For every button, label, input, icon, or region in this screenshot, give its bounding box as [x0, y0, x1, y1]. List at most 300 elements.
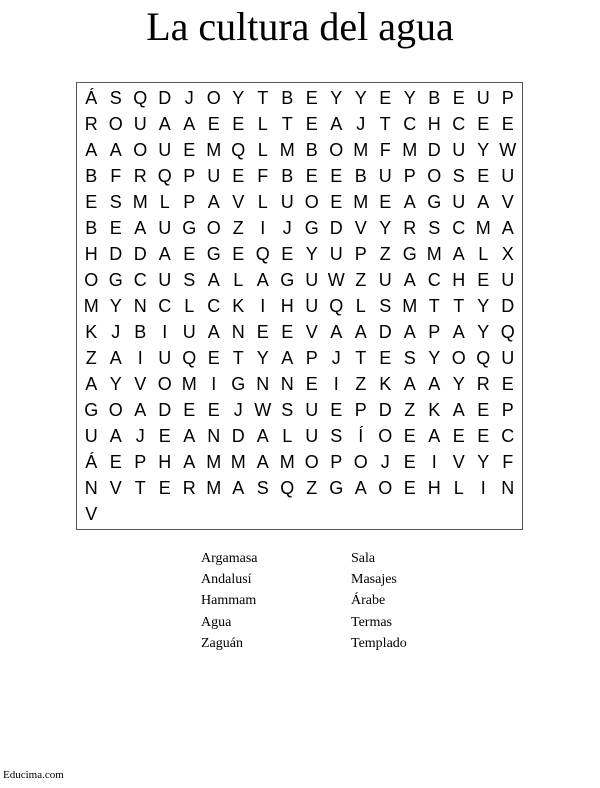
grid-letter: N: [84, 478, 98, 498]
grid-letter: N: [501, 478, 515, 498]
grid-letter: E: [403, 426, 416, 446]
grid-letter: E: [477, 426, 490, 446]
grid-letter: E: [330, 192, 343, 212]
grid-letter: S: [428, 218, 441, 238]
grid-letter: M: [206, 452, 222, 472]
grid-letter: I: [137, 348, 143, 368]
grid-letter: N: [207, 426, 221, 446]
grid-letter: P: [305, 348, 318, 368]
grid-letter: Y: [403, 88, 416, 108]
grid-letter: Á: [85, 88, 98, 108]
grid-letter: Q: [329, 296, 344, 316]
grid-letter: A: [330, 322, 343, 342]
grid-letter: I: [480, 478, 486, 498]
grid-letter: U: [280, 192, 294, 212]
grid-letter: E: [183, 244, 196, 264]
grid-letter: E: [281, 244, 294, 264]
grid-letter: D: [109, 244, 123, 264]
grid-letter: O: [206, 218, 221, 238]
word-search-grid: [76, 82, 523, 530]
grid-letter: Q: [231, 140, 246, 160]
grid-letter: F: [379, 140, 391, 160]
grid-letter: H: [158, 452, 172, 472]
grid-letter: U: [158, 140, 172, 160]
grid-letter: Y: [256, 348, 269, 368]
grid-letter: G: [231, 374, 246, 394]
grid-letter: M: [402, 296, 418, 316]
grid-letter: Á: [85, 452, 98, 472]
grid-letter: E: [207, 114, 220, 134]
grid-letter: L: [282, 426, 293, 446]
grid-letter: P: [501, 400, 514, 420]
grid-letter: M: [132, 192, 148, 212]
grid-letter: L: [233, 270, 244, 290]
grid-letter: C: [501, 426, 515, 446]
word-list-item: Argamasa: [201, 551, 258, 566]
grid-letter: M: [279, 140, 295, 160]
grid-letter: Y: [379, 218, 392, 238]
grid-letter: O: [108, 400, 123, 420]
word-list-item: Masajes: [351, 572, 397, 588]
grid-letter: R: [133, 166, 147, 186]
grid-letter: Q: [182, 348, 197, 368]
grid-letter: J: [184, 88, 194, 108]
grid-letter: V: [354, 218, 367, 238]
grid-letter: E: [379, 88, 392, 108]
grid-letter: E: [501, 114, 514, 134]
grid-letter: W: [327, 270, 345, 290]
grid-letter: G: [427, 192, 442, 212]
grid-letter: A: [134, 218, 147, 238]
grid-letter: T: [281, 114, 293, 134]
grid-letter: J: [380, 452, 390, 472]
grid-letter: W: [254, 400, 272, 420]
grid-letter: E: [183, 140, 196, 160]
grid-letter: U: [501, 348, 515, 368]
grid-letter: Y: [477, 296, 490, 316]
grid-letter: E: [477, 270, 490, 290]
grid-letter: C: [427, 270, 441, 290]
grid-letter: H: [452, 270, 466, 290]
grid-letter: O: [133, 140, 148, 160]
grid-letter: T: [257, 88, 269, 108]
grid-letter: P: [183, 166, 196, 186]
grid-letter: E: [232, 114, 245, 134]
grid-letter: C: [452, 114, 466, 134]
grid-letter: J: [233, 400, 243, 420]
grid-letter: E: [109, 452, 122, 472]
grid-letter: B: [85, 166, 98, 186]
word-list-item: Templado: [351, 635, 407, 651]
grid-letter: R: [182, 478, 196, 498]
word-list-right: [351, 548, 407, 654]
grid-letter: R: [84, 114, 98, 134]
grid-letter: G: [329, 478, 344, 498]
grid-letter: J: [331, 348, 341, 368]
grid-letter: I: [260, 296, 266, 316]
grid-letter: B: [354, 166, 367, 186]
grid-letter: N: [231, 322, 245, 342]
grid-letter: L: [184, 296, 195, 316]
grid-letter: T: [355, 348, 367, 368]
grid-letter: E: [477, 166, 490, 186]
grid-letter: S: [452, 166, 465, 186]
grid-letter: E: [379, 192, 392, 212]
grid-letter: E: [305, 166, 318, 186]
grid-letter: B: [305, 140, 318, 160]
grid-letter: A: [183, 452, 196, 472]
word-list-item: Termas: [351, 614, 393, 630]
grid-letter: C: [207, 296, 221, 316]
grid-letter: A: [403, 270, 416, 290]
grid-letter: L: [257, 192, 268, 212]
grid-letter: Í: [358, 426, 364, 446]
grid-letter: Y: [109, 296, 122, 316]
grid-letter: K: [379, 374, 392, 394]
grid-letter: E: [158, 426, 171, 446]
grid-letter: U: [305, 270, 319, 290]
grid-letter: V: [305, 322, 318, 342]
page-title: La cultura del agua: [146, 4, 454, 49]
grid-letter: G: [182, 218, 197, 238]
grid-letter: D: [329, 218, 343, 238]
grid-letter: P: [403, 166, 416, 186]
footer-credit: Educima.com: [3, 769, 64, 781]
grid-letter: J: [111, 322, 121, 342]
grid-letter: A: [403, 192, 416, 212]
grid-letter: Z: [355, 374, 367, 394]
grid-letter: T: [232, 348, 244, 368]
grid-letter: B: [85, 218, 98, 238]
grid-letter: A: [403, 322, 416, 342]
grid-letter: N: [280, 374, 294, 394]
grid-letter: X: [501, 244, 514, 264]
grid-letter: Z: [379, 244, 391, 264]
grid-letter: A: [354, 478, 367, 498]
grid-letter: G: [402, 244, 417, 264]
grid-letter: U: [182, 322, 196, 342]
grid-letter: U: [305, 296, 319, 316]
grid-letter: B: [134, 322, 147, 342]
grid-letter: H: [427, 478, 441, 498]
grid-letter: Z: [85, 348, 97, 368]
grid-letter: O: [353, 452, 368, 472]
grid-letter: T: [379, 114, 391, 134]
grid-letter: I: [431, 452, 437, 472]
grid-letter: E: [207, 348, 220, 368]
grid-letter: Q: [133, 88, 148, 108]
grid-letter: W: [499, 140, 517, 160]
grid-letter: Y: [452, 374, 465, 394]
grid-letter: Y: [354, 88, 367, 108]
grid-letter: J: [356, 114, 366, 134]
grid-letter: A: [281, 348, 294, 368]
grid-letter: K: [85, 322, 98, 342]
grid-letter: E: [85, 192, 98, 212]
grid-letter: Y: [477, 322, 490, 342]
grid-letter: A: [85, 140, 98, 160]
grid-letter: R: [476, 374, 490, 394]
grid-letter: C: [452, 218, 466, 238]
grid-letter: M: [230, 452, 246, 472]
grid-letter: U: [84, 426, 98, 446]
grid-letter: U: [158, 348, 172, 368]
grid-letter: U: [378, 270, 392, 290]
grid-letter: A: [207, 270, 220, 290]
grid-letter: M: [181, 374, 197, 394]
word-list-item: Sala: [351, 551, 376, 566]
word-list-item: Agua: [201, 614, 232, 630]
grid-letter: F: [110, 166, 122, 186]
word-list-item: Andalusí: [201, 572, 252, 588]
grid-letter: M: [402, 140, 418, 160]
grid-letter: E: [379, 348, 392, 368]
grid-letter: O: [206, 88, 221, 108]
grid-letter: A: [207, 192, 220, 212]
grid-letter: A: [183, 426, 196, 446]
grid-letter: O: [378, 478, 393, 498]
grid-letter: R: [403, 218, 417, 238]
grid-letter: U: [329, 244, 343, 264]
grid-letter: H: [84, 244, 98, 264]
grid-letter: Z: [404, 400, 416, 420]
grid-letter: S: [109, 192, 122, 212]
grid-letter: E: [232, 244, 245, 264]
grid-letter: E: [305, 114, 318, 134]
grid-letter: L: [159, 192, 170, 212]
grid-letter: P: [354, 244, 367, 264]
grid-letter: S: [109, 88, 122, 108]
grid-letter: E: [183, 400, 196, 420]
grid-letter: E: [477, 400, 490, 420]
grid-letter: T: [428, 296, 440, 316]
grid-letter: A: [428, 426, 441, 446]
grid-letter: S: [281, 400, 294, 420]
grid-letter: J: [282, 218, 292, 238]
grid-letter: U: [207, 166, 221, 186]
grid-letter: E: [109, 218, 122, 238]
grid-letter: M: [206, 478, 222, 498]
grid-letter: J: [135, 426, 145, 446]
grid-letter: U: [158, 270, 172, 290]
grid-letter: D: [158, 400, 172, 420]
grid-letter: U: [133, 114, 147, 134]
grid-letter: E: [452, 88, 465, 108]
grid-letter: O: [329, 140, 344, 160]
word-list-left: [201, 548, 258, 654]
grid-letter: P: [330, 452, 343, 472]
word-list-item: Hammam: [201, 593, 257, 609]
grid-letter: G: [304, 218, 319, 238]
grid-letter: M: [475, 218, 491, 238]
grid-letter: T: [453, 296, 465, 316]
grid-letter: Y: [477, 140, 490, 160]
grid-letter: D: [378, 400, 392, 420]
grid-letter: I: [260, 218, 266, 238]
grid-letter: Q: [157, 166, 172, 186]
grid-letter: C: [133, 270, 147, 290]
grid-letter: Z: [232, 218, 244, 238]
grid-letter: C: [403, 114, 417, 134]
grid-letter: T: [134, 478, 146, 498]
grid-letter: E: [158, 478, 171, 498]
grid-letter: S: [403, 348, 416, 368]
grid-letter: A: [256, 452, 269, 472]
grid-letter: L: [257, 140, 268, 160]
grid-letter: B: [281, 88, 294, 108]
grid-letter: P: [501, 88, 514, 108]
grid-letter: A: [452, 400, 465, 420]
grid-letter: M: [353, 192, 369, 212]
grid-letter: E: [305, 88, 318, 108]
grid-letter: P: [428, 322, 441, 342]
grid-letter: F: [502, 452, 514, 472]
grid-letter: U: [158, 218, 172, 238]
word-list-item: Zaguán: [201, 635, 243, 651]
grid-letter: G: [108, 270, 123, 290]
grid-letter: F: [257, 166, 269, 186]
grid-letter: D: [158, 88, 172, 108]
grid-letter: Q: [500, 322, 515, 342]
grid-letter: E: [403, 452, 416, 472]
grid-letter: Y: [232, 88, 245, 108]
grid-letter: A: [232, 478, 245, 498]
grid-letter: M: [426, 244, 442, 264]
grid-letter: M: [279, 452, 295, 472]
grid-letter: V: [232, 192, 245, 212]
grid-letter: V: [452, 452, 465, 472]
grid-letter: G: [84, 400, 99, 420]
grid-letter: M: [353, 140, 369, 160]
grid-letter: O: [84, 270, 99, 290]
grid-letter: E: [330, 166, 343, 186]
grid-letter: A: [403, 374, 416, 394]
grid-letter: E: [281, 322, 294, 342]
grid-letter: K: [232, 296, 245, 316]
grid-letter: E: [232, 166, 245, 186]
grid-letter: A: [85, 374, 98, 394]
grid-letter: Q: [476, 348, 491, 368]
grid-letter: S: [379, 296, 392, 316]
grid-letter: A: [158, 114, 171, 134]
grid-letter: A: [183, 114, 196, 134]
grid-letter: E: [477, 114, 490, 134]
grid-letter: V: [109, 478, 122, 498]
grid-letter: U: [305, 426, 319, 446]
grid-letter: S: [330, 426, 343, 446]
grid-letter: G: [280, 270, 295, 290]
grid-letter: I: [162, 322, 168, 342]
grid-letter: V: [134, 374, 147, 394]
grid-letter: U: [476, 88, 490, 108]
grid-letter: L: [257, 114, 268, 134]
grid-letter: O: [451, 348, 466, 368]
grid-letter: N: [256, 374, 270, 394]
grid-letter: G: [206, 244, 221, 264]
grid-letter: E: [305, 374, 318, 394]
grid-letter: M: [206, 140, 222, 160]
grid-letter: U: [501, 270, 515, 290]
grid-letter: O: [378, 426, 393, 446]
grid-letter: U: [452, 192, 466, 212]
grid-letter: Y: [305, 244, 318, 264]
grid-letter: Q: [255, 244, 270, 264]
grid-letter: A: [501, 218, 514, 238]
grid-letter: H: [427, 114, 441, 134]
grid-letter: A: [330, 114, 343, 134]
grid-letter: C: [158, 296, 172, 316]
grid-letter: L: [453, 478, 464, 498]
grid-letter: S: [183, 270, 196, 290]
grid-letter: D: [427, 140, 441, 160]
grid-letter: A: [354, 322, 367, 342]
grid-letter: Y: [330, 88, 343, 108]
grid-letter: Z: [355, 270, 367, 290]
grid-letter: E: [501, 374, 514, 394]
grid-letter: P: [354, 400, 367, 420]
grid-letter: Q: [280, 478, 295, 498]
grid-letter: E: [207, 400, 220, 420]
grid-letter: I: [333, 374, 339, 394]
grid-letter: A: [256, 426, 269, 446]
grid-letter: D: [501, 296, 515, 316]
grid-letter: S: [256, 478, 269, 498]
grid-letter: H: [280, 296, 294, 316]
grid-letter: B: [281, 166, 294, 186]
grid-letter: A: [134, 400, 147, 420]
grid-letter: A: [428, 374, 441, 394]
grid-letter: D: [231, 426, 245, 446]
grid-letter: K: [428, 400, 441, 420]
grid-letter: O: [427, 166, 442, 186]
grid-letter: D: [378, 322, 392, 342]
grid-letter: L: [478, 244, 489, 264]
grid-letter: I: [211, 374, 217, 394]
grid-letter: A: [256, 270, 269, 290]
grid-letter: O: [304, 192, 319, 212]
grid-letter: A: [109, 426, 122, 446]
grid-letter: O: [108, 114, 123, 134]
grid-letter: A: [109, 348, 122, 368]
grid-letter: E: [452, 426, 465, 446]
grid-letter: L: [355, 296, 366, 316]
grid-letter: A: [158, 244, 171, 264]
grid-letter: U: [305, 400, 319, 420]
grid-letter: Y: [109, 374, 122, 394]
grid-letter: P: [134, 452, 147, 472]
grid-letter: U: [378, 166, 392, 186]
grid-letter: A: [477, 192, 490, 212]
grid-letter: D: [133, 244, 147, 264]
grid-letter: E: [403, 478, 416, 498]
word-list-item: Árabe: [351, 593, 386, 609]
grid-letter: A: [109, 140, 122, 160]
grid-letter: U: [501, 166, 515, 186]
grid-letter: E: [330, 400, 343, 420]
grid-letter: E: [256, 322, 269, 342]
grid-letter: V: [85, 504, 98, 524]
grid-letter: M: [83, 296, 99, 316]
grid-letter: A: [207, 322, 220, 342]
grid-letter: V: [501, 192, 514, 212]
grid-letter: Y: [477, 452, 490, 472]
grid-letter: A: [452, 322, 465, 342]
grid-letter: P: [183, 192, 196, 212]
grid-letter: O: [304, 452, 319, 472]
grid-letter: N: [133, 296, 147, 316]
grid-letter: A: [452, 244, 465, 264]
grid-letter: B: [428, 88, 441, 108]
